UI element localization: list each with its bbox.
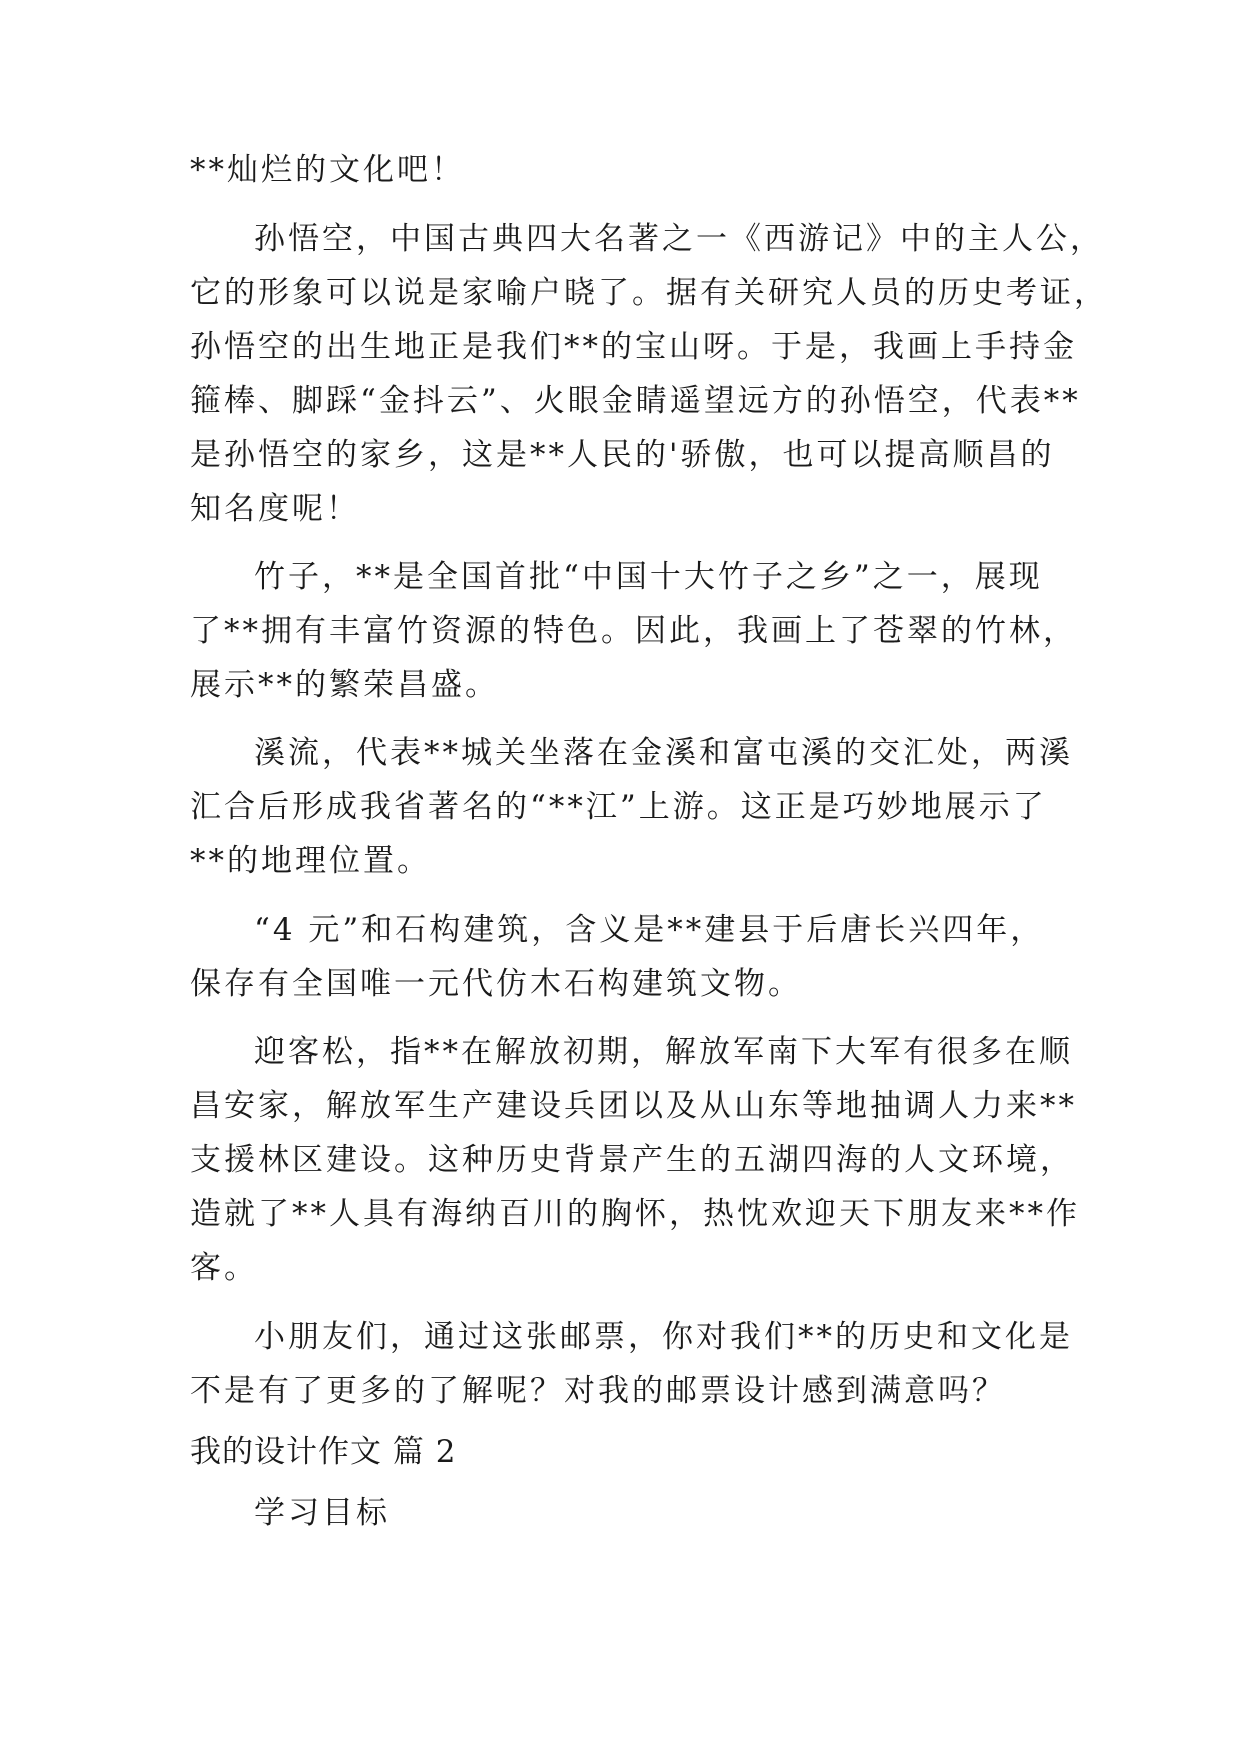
text-line: 不是有了更多的了解呢？对我的邮票设计感到满意吗？: [190, 1373, 1006, 1409]
paragraph-start: 小朋友们，通过这张邮票，你对我们**的历史和文化是: [254, 1319, 1073, 1355]
paragraph-start: 溪流，代表**城关坐落在金溪和富屯溪的交汇处，两溪: [254, 735, 1073, 771]
text-line: 了**拥有丰富竹资源的特色。因此，我画上了苍翠的竹林，: [190, 613, 1077, 649]
subheading: 学习目标: [254, 1495, 390, 1531]
text-line: 造就了**人具有海纳百川的胸怀，热忱欢迎天下朋友来**作: [190, 1196, 1080, 1232]
section-heading: 我的设计作文 篇 2: [190, 1434, 457, 1470]
paragraph-start: 竹子，**是全国首批“中国十大竹子之乡”之一，展现: [254, 559, 1043, 595]
text-line: 保存有全国唯一元代仿木石构建筑文物。: [190, 966, 802, 1002]
text-line: 昌安家，解放军生产建设兵团以及从山东等地抽调人力来**: [190, 1088, 1077, 1124]
text-line: 汇合后形成我省著名的“**江”上游。这正是巧妙地展示了: [190, 789, 1047, 825]
text-line: 它的形象可以说是家喻户晓了。据有关研究人员的历史考证，: [190, 275, 1108, 311]
text-line: 客。: [190, 1250, 258, 1286]
text-line: 展示**的繁荣昌盛。: [190, 667, 499, 703]
text-line: **的地理位置。: [190, 843, 431, 879]
text-line: 是孙悟空的家乡，这是**人民的'骄傲，也可以提高顺昌的: [190, 437, 1055, 473]
text-line: 支援林区建设。这种历史背景产生的五湖四海的人文环境，: [190, 1142, 1074, 1178]
paragraph-start: 迎客松，指**在解放初期，解放军南下大军有很多在顺: [254, 1034, 1073, 1070]
text-line: **灿烂的文化吧！: [190, 152, 465, 188]
paragraph-start: 孙悟空，中国古典四大名著之一《西游记》中的主人公，: [254, 221, 1104, 257]
text-line: 箍棒、脚踩“金抖云”、火眼金睛遥望远方的孙悟空，代表**: [190, 383, 1081, 419]
text-line: 孙悟空的出生地正是我们**的宝山呀。于是，我画上手持金: [190, 329, 1077, 365]
paragraph-start: “4 元”和石构建筑，含义是**建县于后唐长兴四年，: [254, 912, 1045, 948]
text-line: 知名度呢！: [190, 491, 360, 527]
